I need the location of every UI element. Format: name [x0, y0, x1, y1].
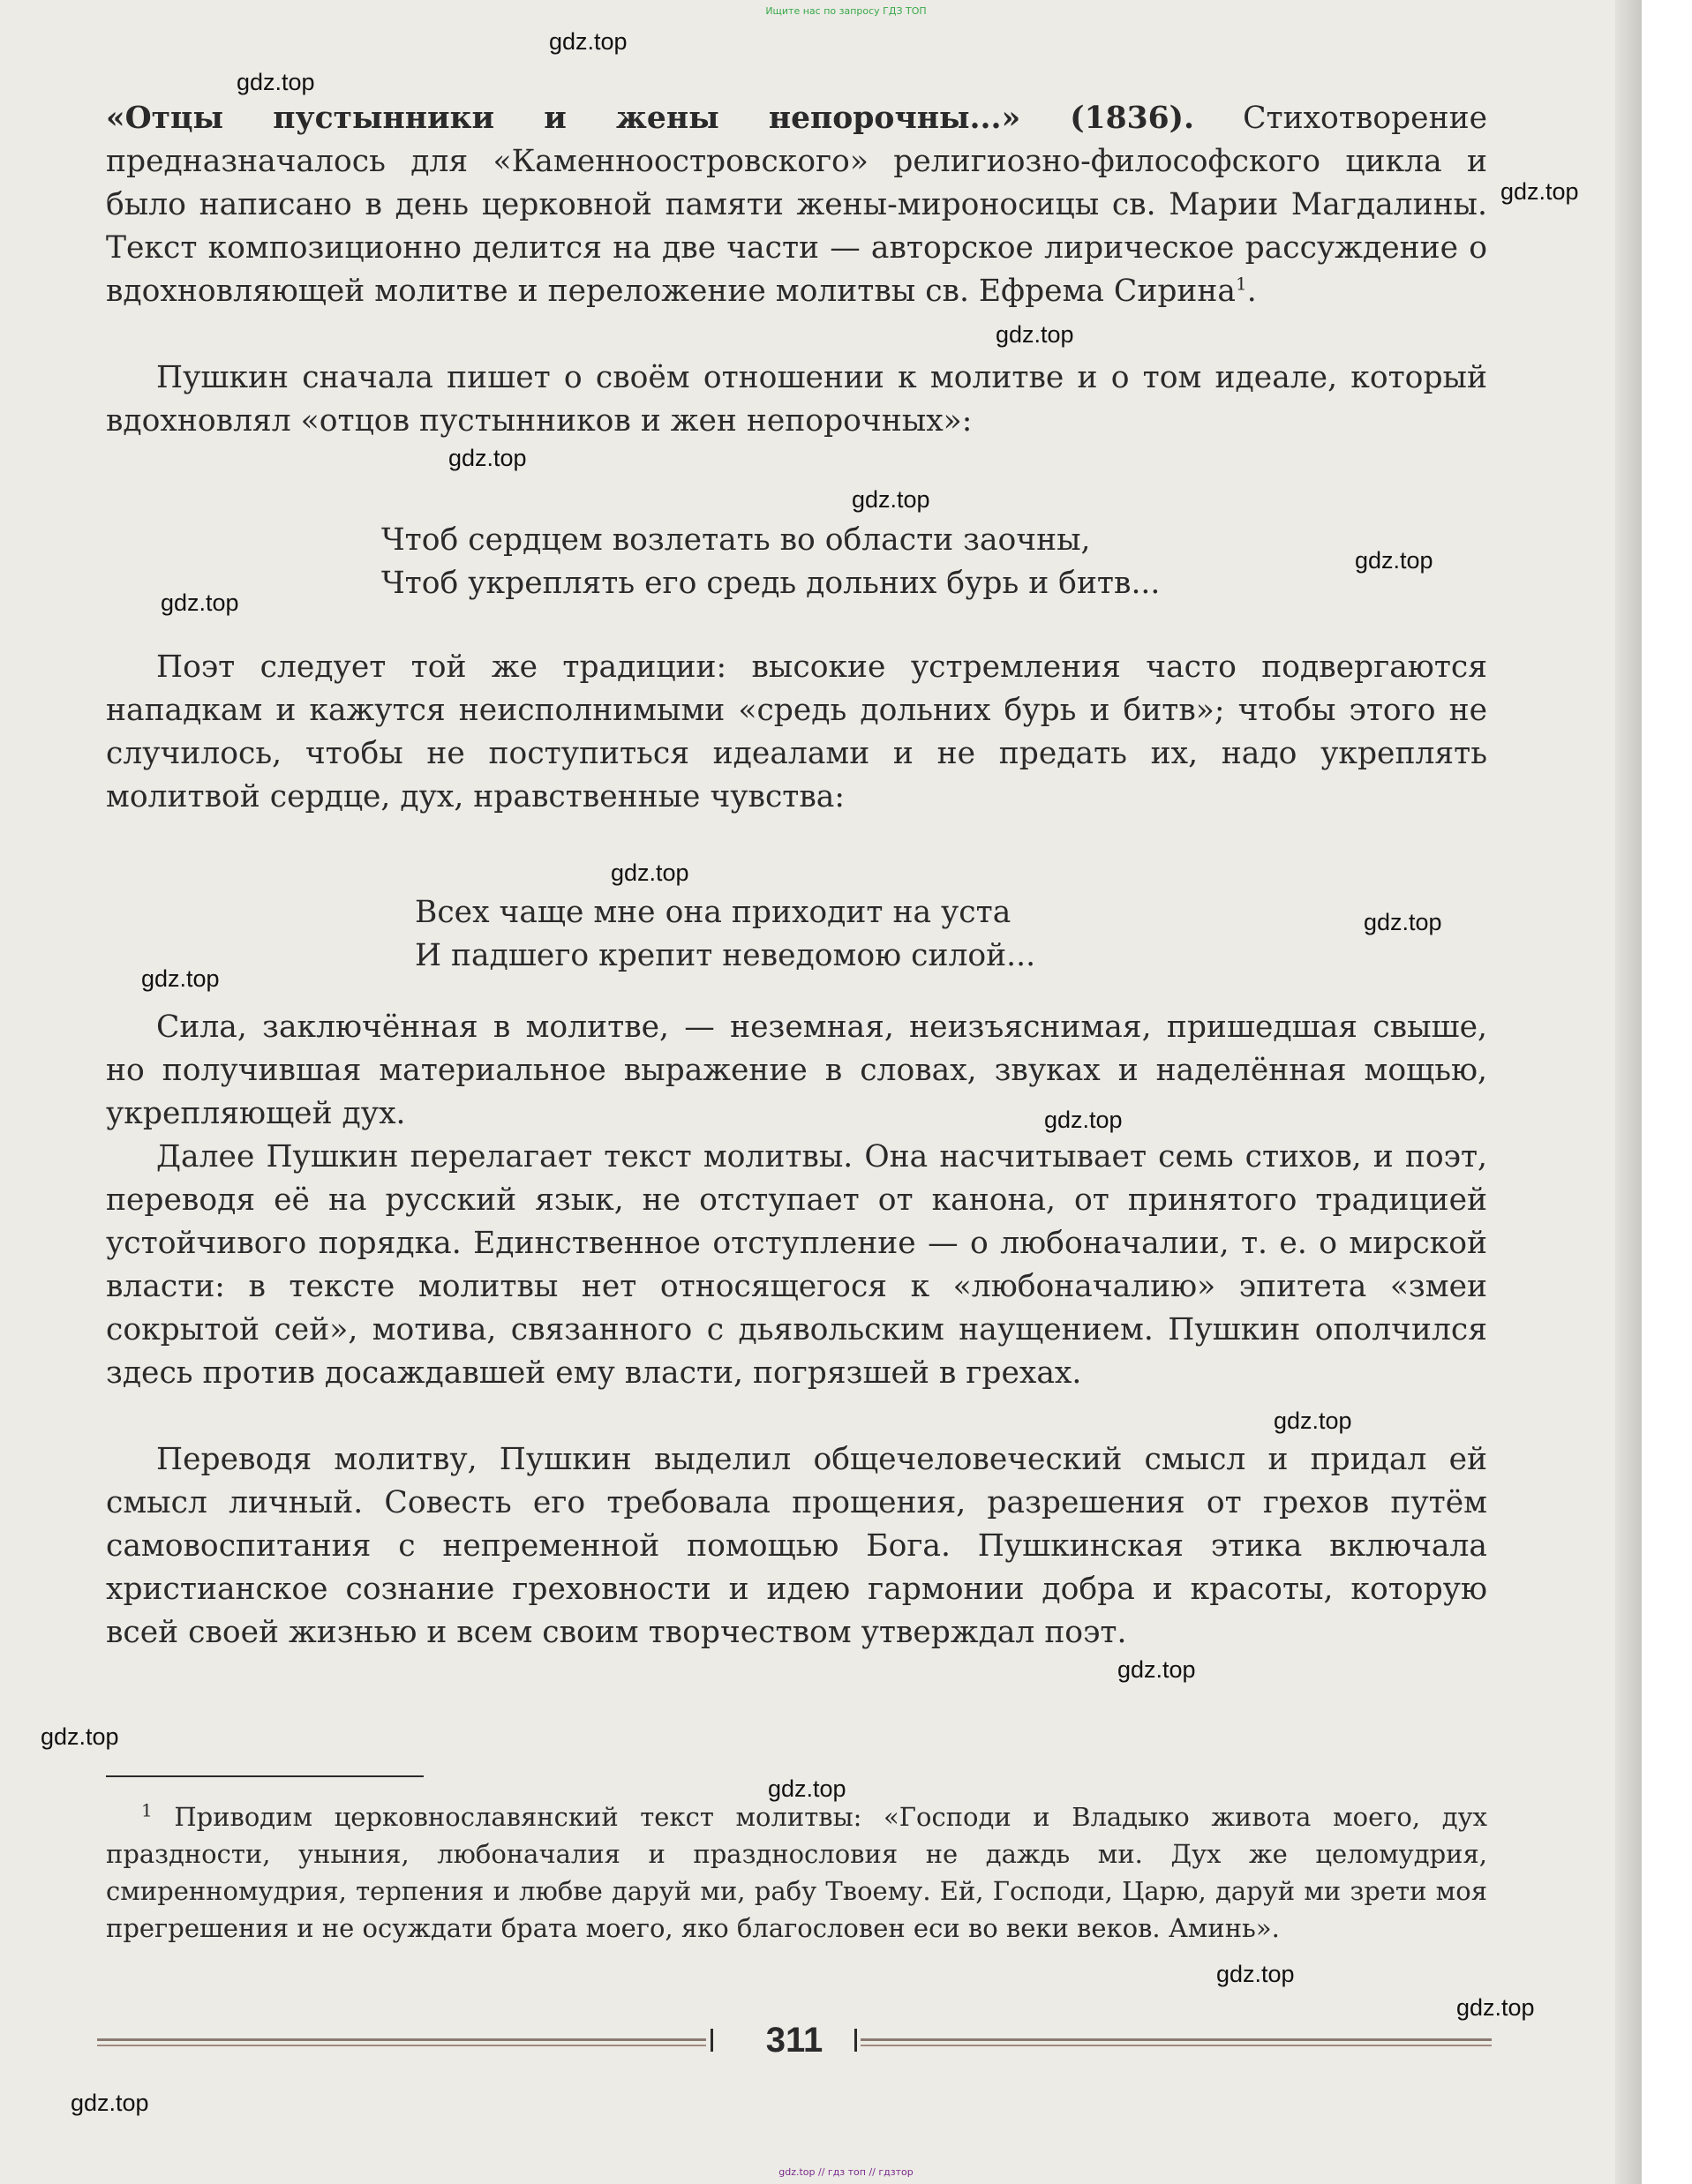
- page-gutter: [1615, 0, 1642, 2184]
- scan-margin: [1642, 0, 1692, 2184]
- top-banner: Ищите нас по запросу ГДЗ ТОП: [765, 5, 927, 17]
- paragraph-intro: [106, 97, 1487, 313]
- watermark: gdz.top: [71, 2090, 149, 2116]
- section-title: «Отцы пустынники и жены непорочны...» (1836).: [106, 101, 1194, 136]
- watermark: gdz.top: [1216, 1961, 1295, 1987]
- paragraph-2-text: Пушкин сначала пишет о своём отношении к молитве и о том идеале, который вдохновлял «отцов пустынников и жен непорочных»:: [106, 360, 1487, 439]
- paragraph-5-text: Далее Пушкин перелагает текст молитвы. Она насчитывает семь стихов, и поэт, переводя её на русский язык, не отступает от канона, от принятого традицией устойчивого порядка. Единственное отступление — о любоначалии, т. е. о мирской власти: в тексте молитвы нет относящегося к «любоначалию» эпитета «змеи сокрытой сей», мотива, связанного с дьявольским наущением. Пушкин ополчился здесь против досаждавшей ему власти, погрязшей в грехах.: [106, 1139, 1487, 1391]
- watermark: gdz.top: [1044, 1107, 1123, 1133]
- poem-line: Чтоб укреплять его средь дольних бурь и битв...: [381, 566, 1161, 601]
- paragraph-6: [106, 1438, 1487, 1655]
- watermark: gdz.top: [1274, 1407, 1352, 1434]
- page-number-tick-left: [711, 2029, 713, 2052]
- paragraph-3: [106, 646, 1487, 819]
- paragraph-3-text: Поэт следует той же традиции: высокие устремления часто подвергаются нападкам и кажутся неисполнимыми «средь дольних бурь и битв»; чтобы этого не случилось, чтобы не поступиться идеалами и не предать их, надо укреплять молитвой сердце, дух, нравственные чувства:: [106, 649, 1487, 814]
- watermark: gdz.top: [549, 28, 628, 55]
- footnote-mark: 1: [141, 1799, 153, 1821]
- watermark: gdz.top: [1364, 909, 1442, 935]
- page-number-tick-right: [854, 2029, 857, 2052]
- watermark: gdz.top: [448, 445, 527, 471]
- bottom-banner: gdz.top // гдз топ // гдзтор: [778, 2166, 914, 2178]
- footnote: [106, 1798, 1487, 1947]
- watermark: gdz.top: [237, 69, 315, 95]
- paragraph-5: [106, 1136, 1487, 1395]
- footnote-rule: [106, 1775, 424, 1777]
- page-number-rule-right: [861, 2038, 1492, 2046]
- paragraph-4: [106, 1006, 1487, 1136]
- watermark: gdz.top: [996, 321, 1074, 348]
- watermark: gdz.top: [852, 486, 930, 513]
- paragraph-6-text: Переводя молитву, Пушкин выделил общечеловеческий смысл и придал ей смысл личный. Совесть его требовала прощения, разрешения от грехов путём самовоспитания с непременной помощью Бога. Пушкинская этика включала христианское сознание греховности и идею гармонии добра и красоты, которую всей своей жизнью и всем своим творчеством утверждал поэт.: [106, 1442, 1487, 1650]
- page-number: 311: [765, 2021, 823, 2060]
- watermark: gdz.top: [768, 1775, 846, 1802]
- poem-line: И падшего крепит неведомою силой...: [415, 938, 1036, 973]
- watermark: gdz.top: [611, 859, 689, 886]
- watermark: gdz.top: [161, 589, 239, 616]
- footnote-text: Приводим церковнославянский текст молитвы: «Господи и Владыко живота моего, дух праздности, уныния, любоначалия и празднословия не даждь ми. Дух же целомудрия, смиренномудрия, терпения и любве даруй ми, рабу Твоему. Ей, Господи, Царю, даруй ми зрети моя прегрешения и не осуждати брата моего, яко благословен еси во веки веков. Аминь».: [106, 1802, 1487, 1943]
- watermark: gdz.top: [141, 965, 220, 992]
- watermark: gdz.top: [1456, 1994, 1535, 2021]
- poem-line: Чтоб сердцем возлетать во области заочны,: [381, 522, 1091, 558]
- watermark: gdz.top: [1500, 178, 1579, 205]
- intro-end: .: [1246, 274, 1257, 309]
- page-number-rule-left: [97, 2038, 706, 2046]
- paragraph-2: [106, 356, 1487, 443]
- footnote-ref: 1: [1235, 273, 1247, 295]
- poem-line: Всех чаще мне она приходит на уста: [415, 895, 1011, 930]
- watermark: gdz.top: [1355, 547, 1433, 574]
- watermark: gdz.top: [41, 1723, 119, 1750]
- intro-text: Стихотворение предназначалось для «Каменноостровского» религиозно-философского цикла и было написано в день церковной памяти жены-мироносицы св. Марии Магдалины. Текст композиционно делится на две части — авторское лирическое рассуждение о вдохновляющей молитве и переложение молитвы св. Ефрема Сирина: [106, 101, 1487, 309]
- paragraph-4-text: Сила, заключённая в молитве, — неземная, неизъяснимая, пришедшая свыше, но получившая материальное выражение в словах, звуках и наделённая мощью, укрепляющей дух.: [106, 1009, 1487, 1131]
- watermark: gdz.top: [1117, 1656, 1196, 1683]
